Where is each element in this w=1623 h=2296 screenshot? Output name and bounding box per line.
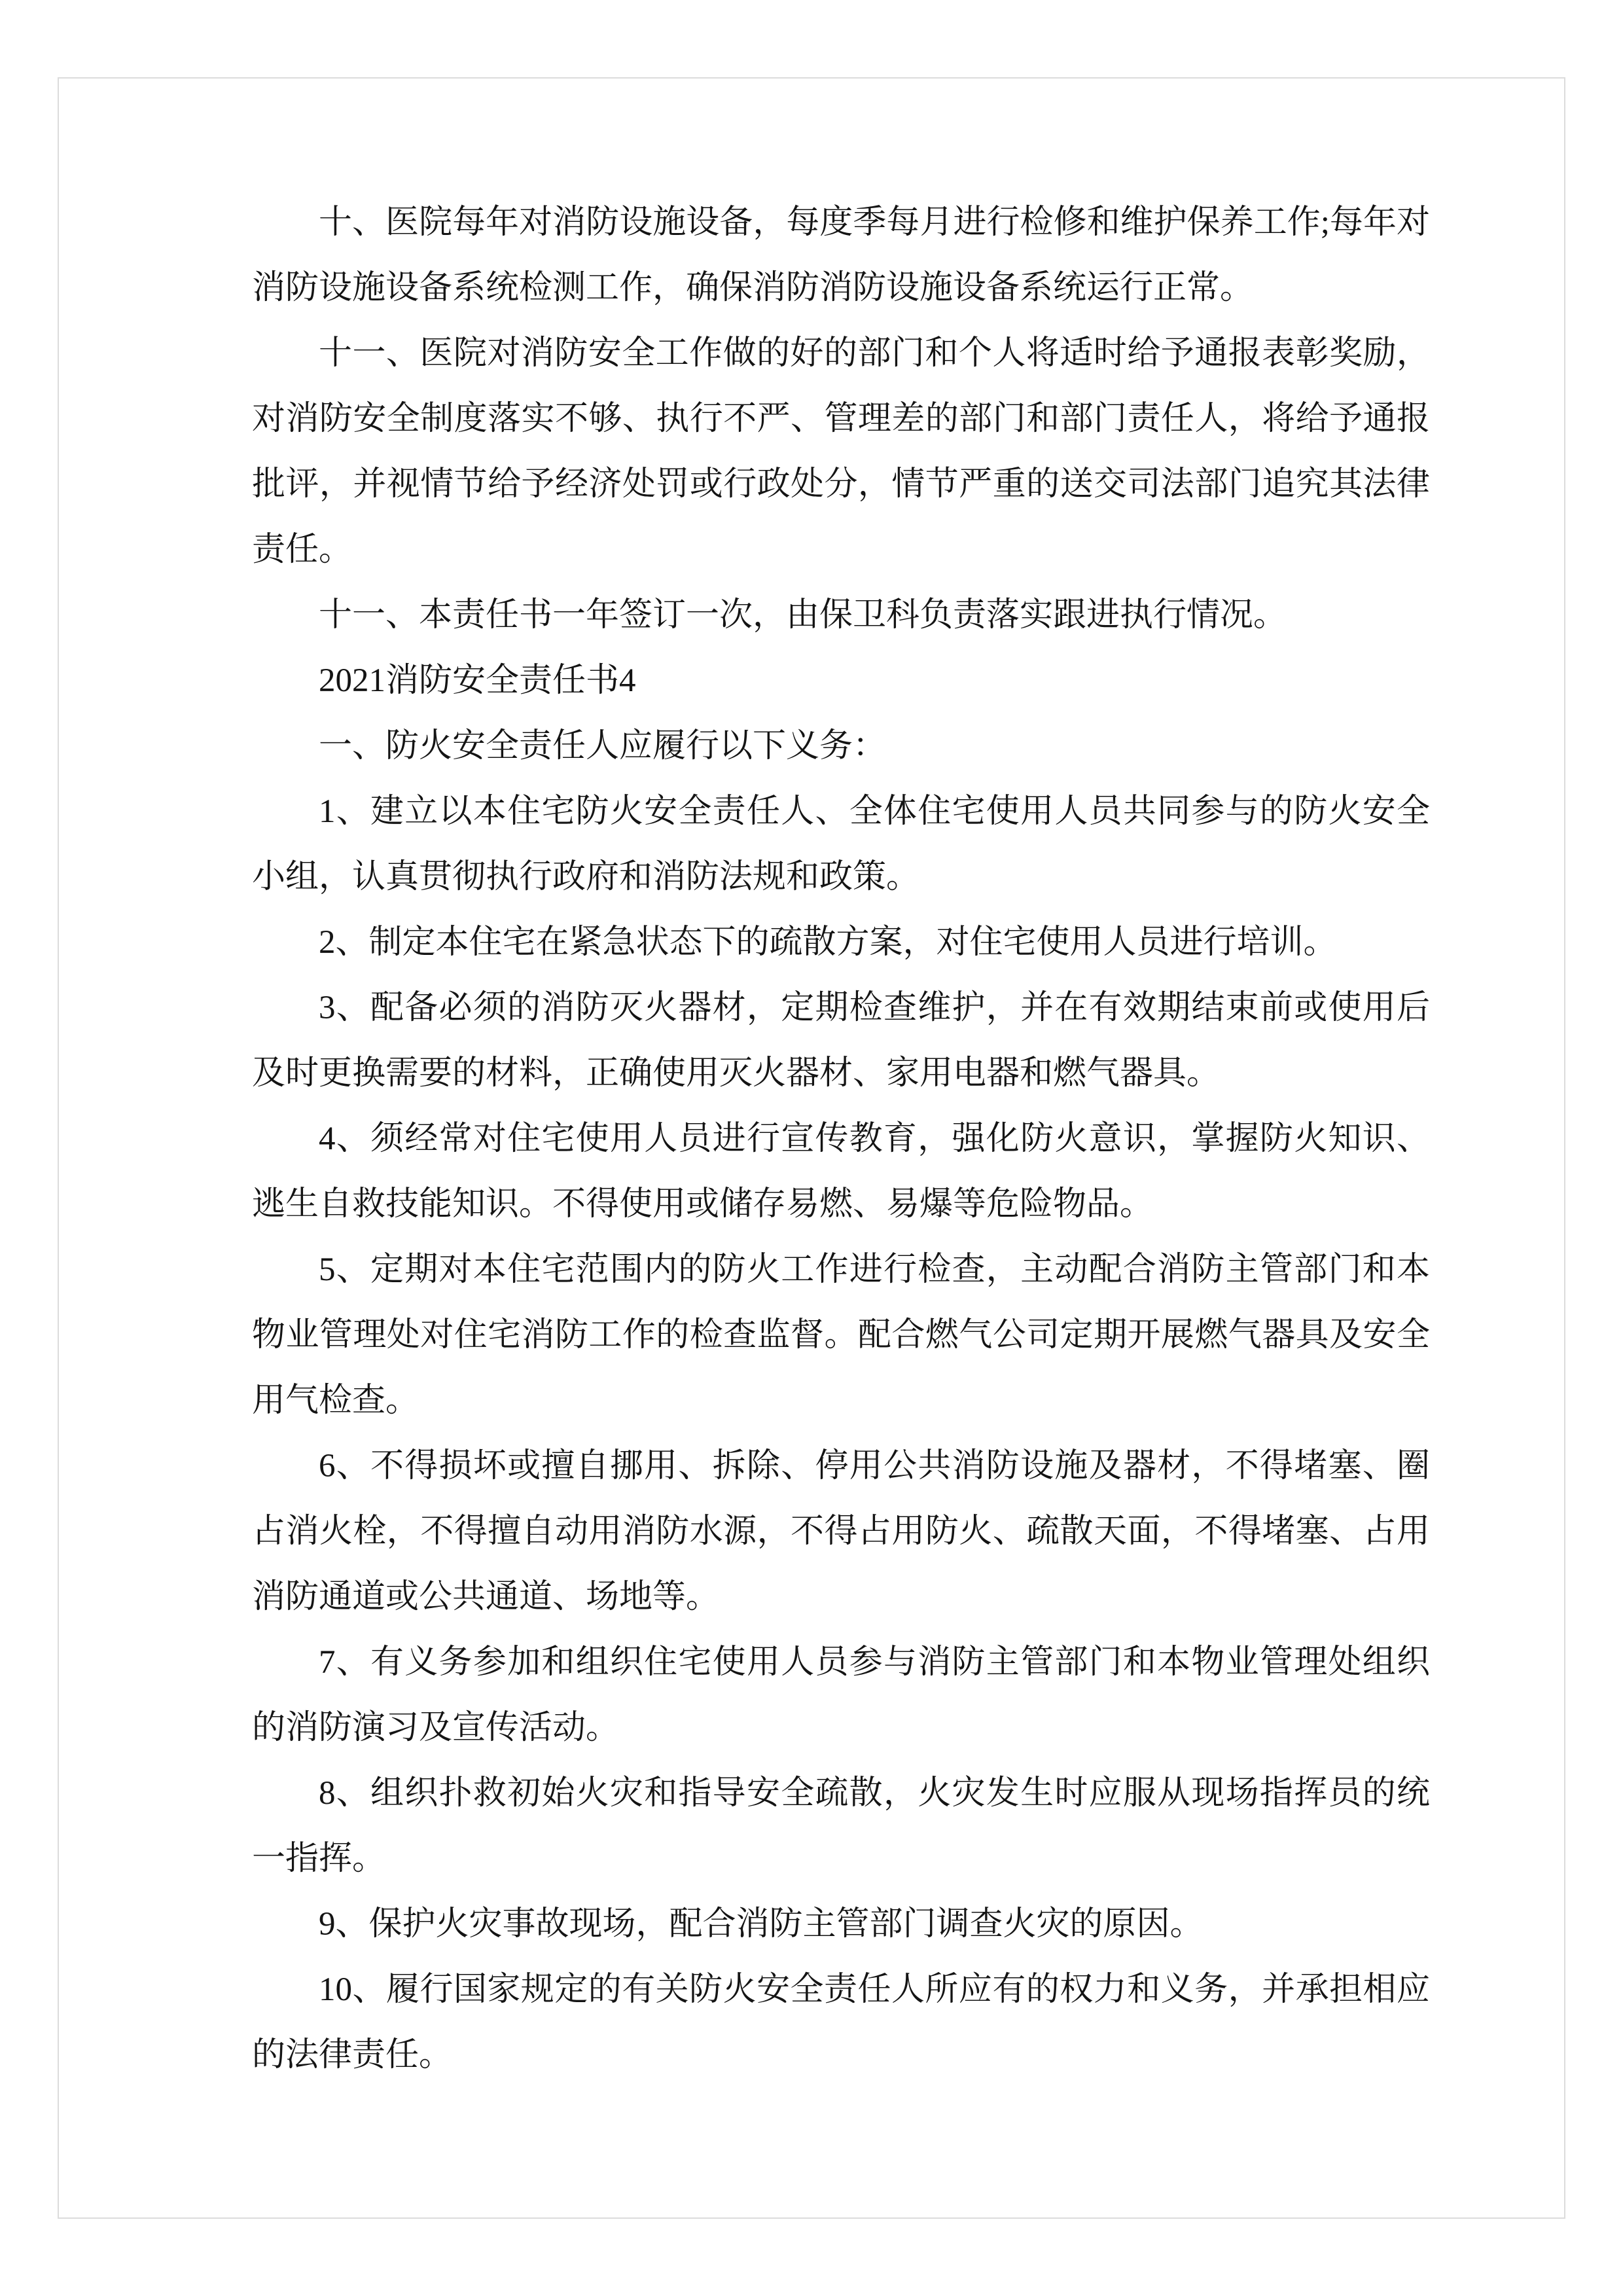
paragraph: 2021消防安全责任书4 xyxy=(319,662,636,699)
paragraph: 5、定期对本住宅范围内的防火工作进行检查，主动配合消防主管部门和本物业管理处对住宅消防工作的检查监督。配合燃气公司定期开展燃气器具及安全用气检查。 xyxy=(252,1251,1430,1419)
paragraph: 4、须经常对住宅使用人员进行宣传教育，强化防火意识，掌握防火知识、逃生自救技能知识。不得使用或储存易燃、易爆等危险物品。 xyxy=(252,1121,1430,1223)
paragraph: 十一、医院对消防安全工作做的好的部门和个人将适时给予通报表彰奖励，对消防安全制度落实不够、执行不严、管理差的部门和部门责任人，将给予通报批评，并视情节给予经济处罚或行政处分，情节严重的送交司法部门追究其法律责任。 xyxy=(252,335,1430,568)
paragraph: 7、有义务参加和组织住宅使用人员参与消防主管部门和本物业管理处组织的消防演习及宣传活动。 xyxy=(252,1644,1430,1746)
document-content xyxy=(252,190,1430,2088)
paragraph: 十一、本责任书一年签订一次，由保卫科负责落实跟进执行情况。 xyxy=(319,597,1287,634)
paragraph: 8、组织扑救初始火灾和指导安全疏散，火灾发生时应服从现场指挥员的统一指挥。 xyxy=(252,1775,1430,1877)
paragraph: 3、配备必须的消防灭火器材，定期检查维护，并在有效期结束前或使用后及时更换需要的材料，正确使用灭火器材、家用电器和燃气器具。 xyxy=(252,990,1430,1092)
paragraph: 10、履行国家规定的有关防火安全责任人所应有的权力和义务，并承担相应的法律责任。 xyxy=(252,1971,1430,2073)
paragraph: 9、保护火灾事故现场，配合消防主管部门调查火灾的原因。 xyxy=(319,1906,1204,1943)
paragraph: 十、医院每年对消防设施设备，每度季每月进行检修和维护保养工作;每年对消防设施设备系统检测工作，确保消防消防设施设备系统运行正常。 xyxy=(252,204,1430,306)
paragraph: 2、制定本住宅在紧急状态下的疏散方案，对住宅使用人员进行培训。 xyxy=(319,924,1337,961)
paragraph: 1、建立以本住宅防火安全责任人、全体住宅使用人员共同参与的防火安全小组，认真贯彻执行政府和消防法规和政策。 xyxy=(252,793,1430,895)
paragraph: 一、防火安全责任人应履行以下义务： xyxy=(319,728,887,764)
paragraph: 6、不得损坏或擅自挪用、拆除、停用公共消防设施及器材，不得堵塞、圈占消火栓，不得擅自动用消防水源，不得占用防火、疏散天面，不得堵塞、占用消防通道或公共通道、场地等。 xyxy=(252,1448,1430,1615)
